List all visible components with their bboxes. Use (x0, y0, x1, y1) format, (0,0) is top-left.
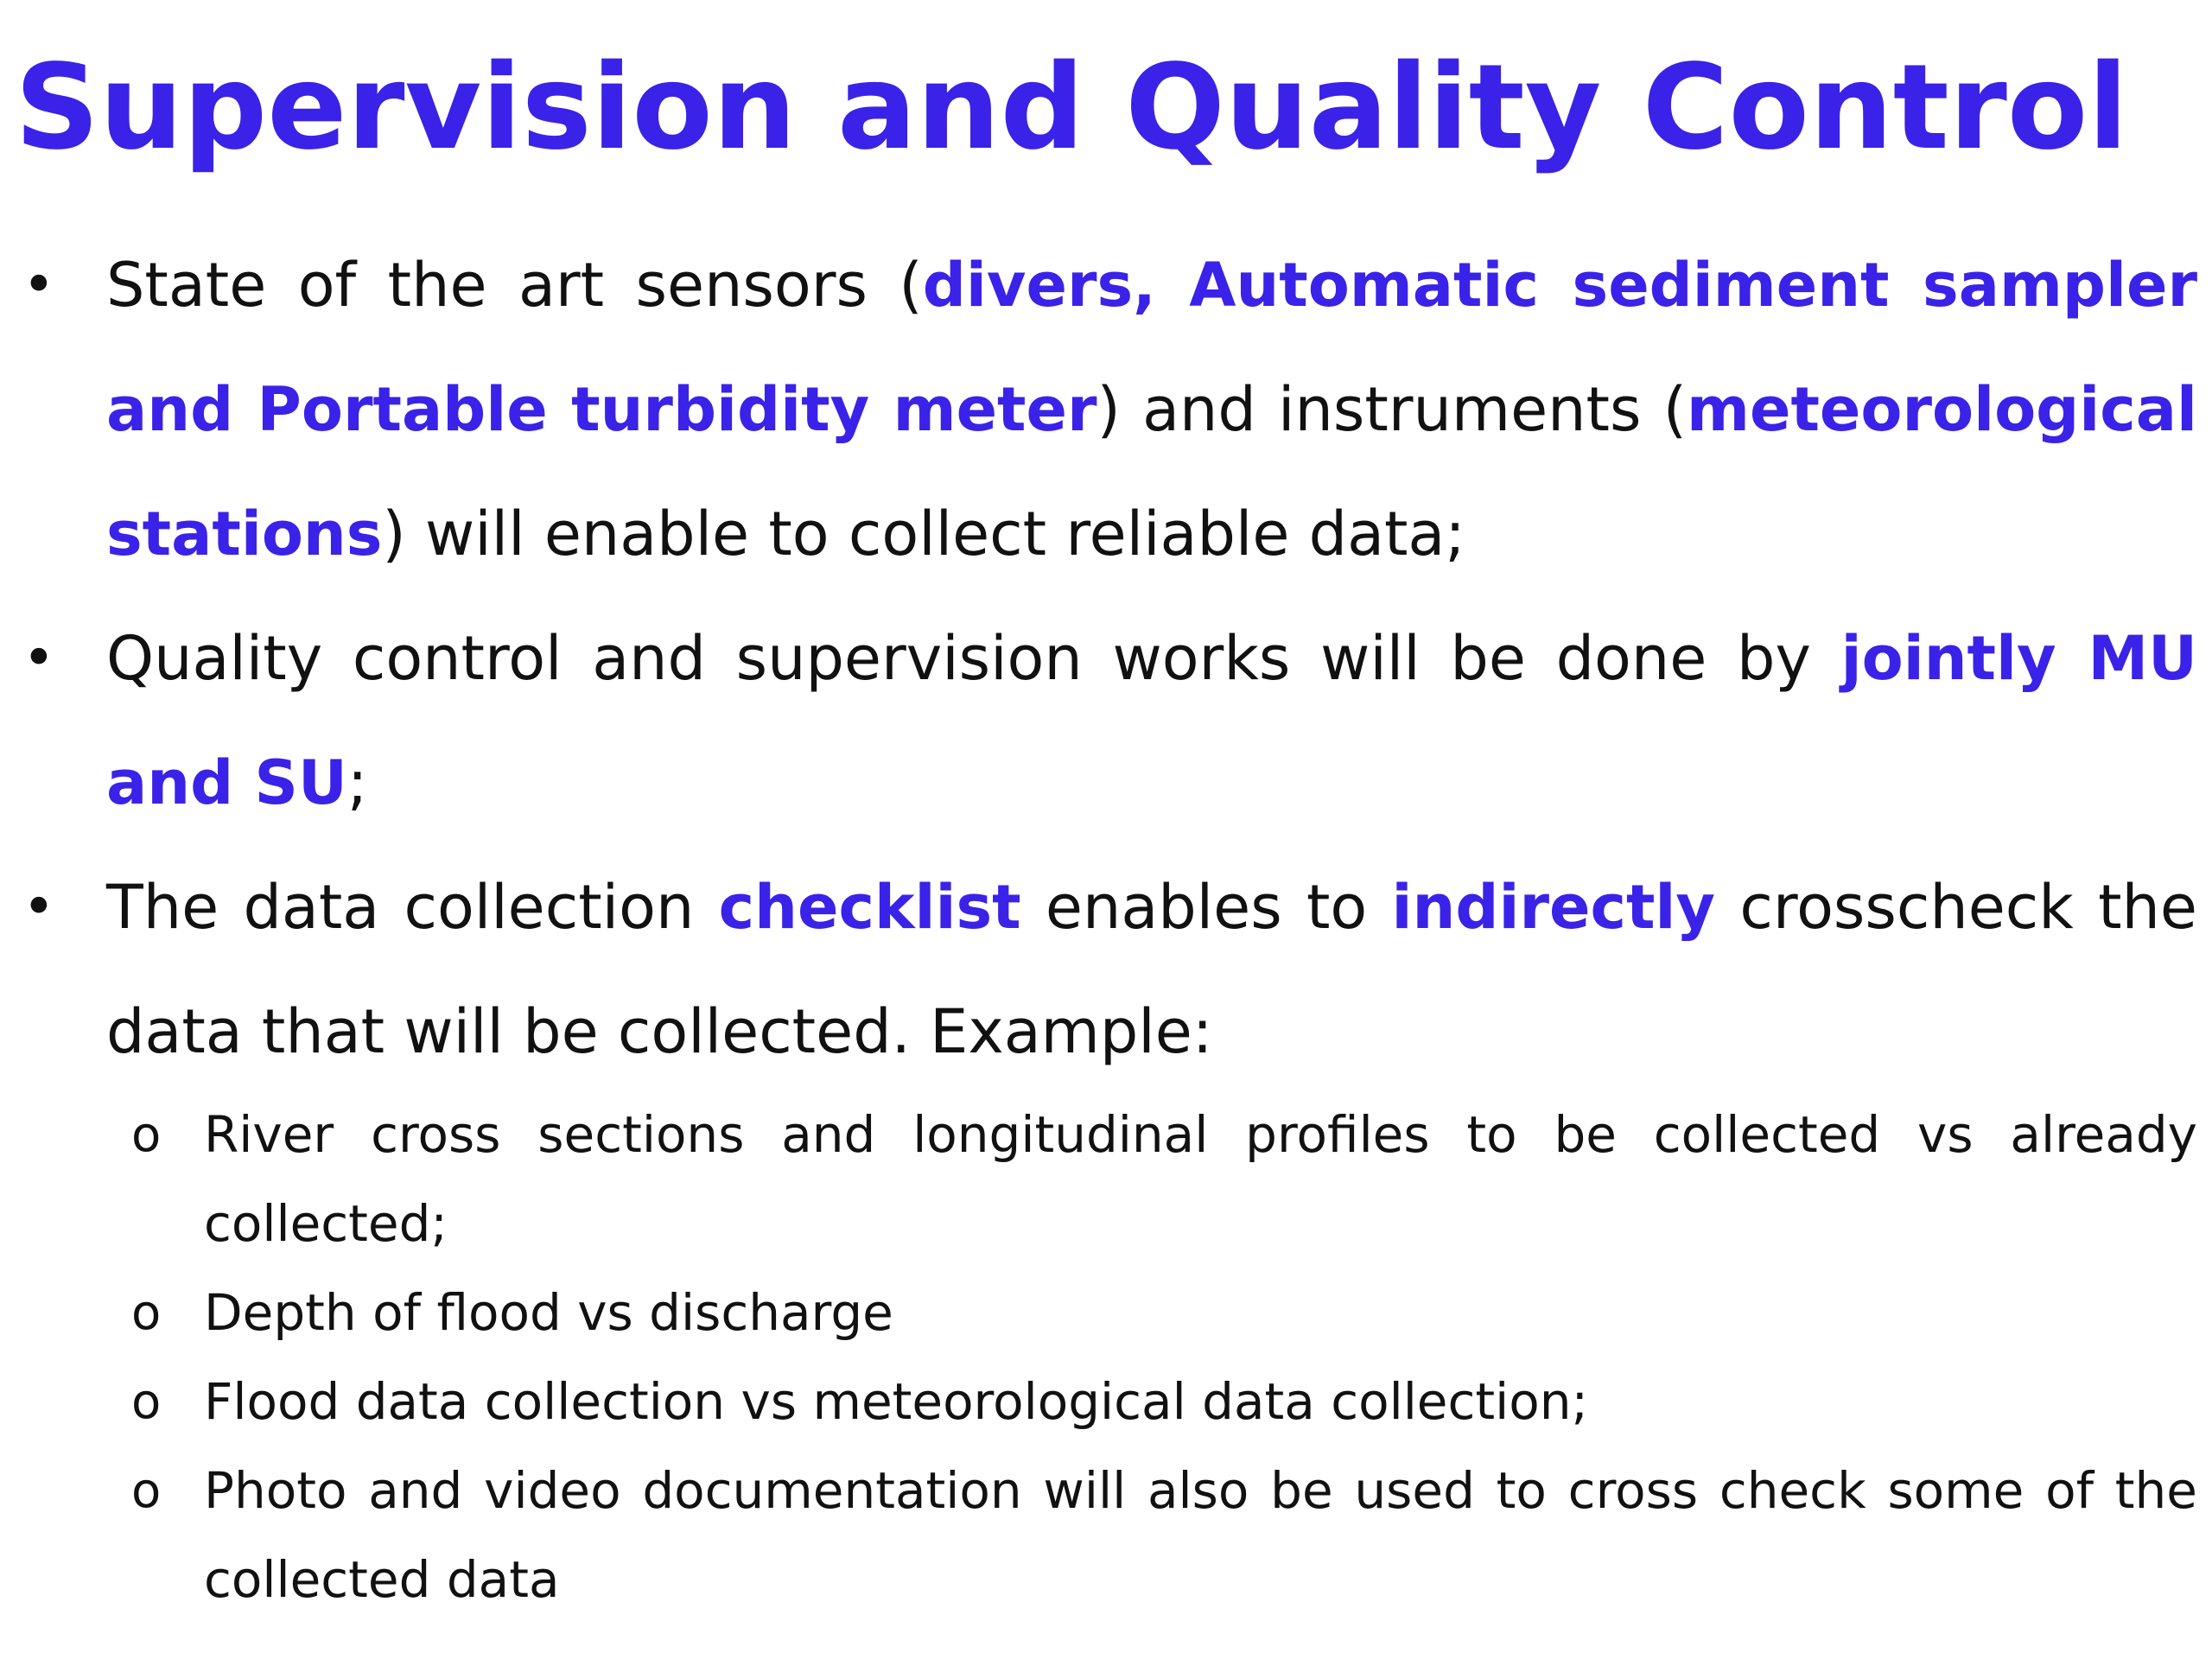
sub-bullet-text: River cross sections and longitudinal profiles to be collected vs already collected; (204, 1105, 2197, 1253)
bullet-text-part: The data collection (106, 872, 719, 943)
bullet-text-part: ; (346, 747, 368, 818)
bullet-text-highlight: checklist (718, 872, 1021, 943)
bullet-marker: • (22, 626, 55, 690)
sub-bullet-marker: o (131, 1285, 162, 1341)
bullet-text (106, 223, 2197, 596)
bullet-text-highlight: divers, Automatic sediment sampler and Portable turbidity meter (106, 250, 2197, 445)
bullet-text-part: ) and instruments ( (1096, 374, 1688, 445)
bullet-text (106, 596, 2197, 845)
bullet-text-part: ) will enable to collect reliable data; (382, 499, 1465, 569)
bullet-text-highlight: meteorological stations (106, 374, 2197, 569)
sub-bullet-marker: o (131, 1107, 162, 1163)
slide-title: Supervision and Quality Control (15, 40, 2128, 176)
sub-bullet-text: Photo and video documentation will also be used to cross check some of the collected data (204, 1461, 2197, 1609)
bullet-text-highlight: jointly MU and SU (106, 623, 2197, 818)
sub-bullet-marker: o (131, 1463, 162, 1519)
bullet-text (106, 845, 2197, 1094)
bullet-text-part: Quality control and supervision works will be done by (106, 623, 1841, 694)
bullet-text-part: crosscheck the data that will be collected. Example: (106, 872, 2197, 1067)
bullet-text-part: enables to (1020, 872, 1392, 943)
sub-bullet-marker: o (131, 1374, 162, 1430)
sub-bullet-text: Depth of flood vs discharge (204, 1283, 893, 1342)
bullet-marker: • (22, 875, 55, 939)
bullet-text-highlight: indirectly (1391, 872, 1716, 943)
bullet-marker: • (22, 253, 55, 317)
sub-bullet-text: Flood data collection vs meteorological data collection; (204, 1372, 1589, 1431)
bullet-text-part: State of the art sensors ( (106, 250, 923, 321)
